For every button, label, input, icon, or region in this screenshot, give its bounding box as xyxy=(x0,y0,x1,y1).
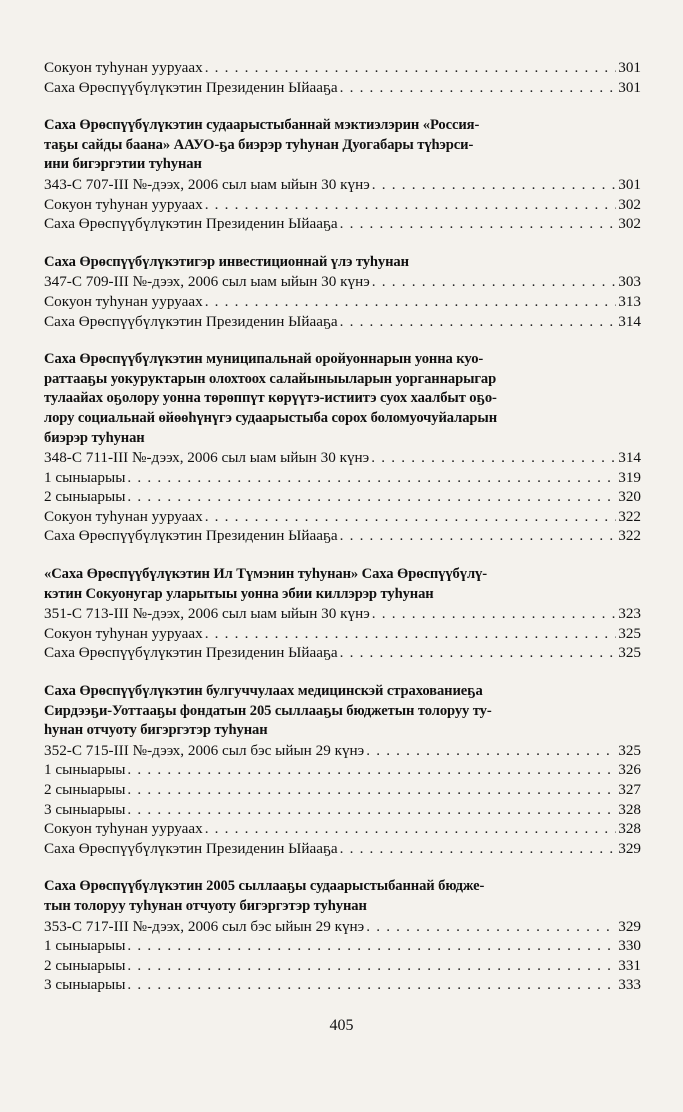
dot-leader xyxy=(127,487,616,507)
toc-section xyxy=(44,682,641,858)
toc-entry xyxy=(44,487,641,507)
dot-leader xyxy=(340,643,617,663)
entry-label: Сокуон туһунан ууруаах xyxy=(44,507,203,525)
entry-label: Саха Өрөспүүбүлүкэтин Президенин Ыйааҕа xyxy=(44,839,338,857)
dot-leader xyxy=(127,936,616,956)
toc-entry xyxy=(44,195,641,215)
entry-label: 3 сыныарыы xyxy=(44,800,126,818)
dot-leader xyxy=(127,800,616,820)
toc-entry xyxy=(44,624,641,644)
toc-entry xyxy=(44,78,641,98)
dot-leader xyxy=(205,58,617,78)
entry-page-number: 325 xyxy=(618,644,641,662)
section-title-line: Саха Өрөспүүбүлүкэтигэр инвестиционнай үлэ туһунан xyxy=(44,253,409,270)
entry-label: Саха Өрөспүүбүлүкэтин Президенин Ыйааҕа xyxy=(44,527,338,545)
toc-entry xyxy=(44,780,641,800)
entry-page-number: 322 xyxy=(618,527,641,545)
entry-page-number: 301 xyxy=(618,59,641,76)
section-title-line: лору социальнай өйөөһүнүгэ судаарыстыба сорох боломуочуйаларын xyxy=(44,409,498,426)
section-title-line: кэтин Сокуонугар уларытыы уонна эбии киллэрэр туһунан xyxy=(44,585,434,602)
dot-leader xyxy=(372,272,616,292)
toc-entry xyxy=(44,839,641,859)
entry-page-number: 329 xyxy=(618,917,641,935)
dot-leader xyxy=(366,917,616,937)
entry-label: 352-С 715-III №-дээх, 2006 сыл бэс ыйын 29 күнэ xyxy=(44,741,365,759)
entry-label: Сокуон туһунан ууруаах xyxy=(44,195,203,213)
dot-leader xyxy=(340,214,617,234)
entry-label: Саха Өрөспүүбүлүкэтин Президенин Ыйааҕа xyxy=(44,78,338,96)
dot-leader xyxy=(205,292,617,312)
section-title-line: Саха Өрөспүүбүлүкэтин 2005 сыллааҕы судаарыстыбаннай бюдже- xyxy=(44,878,485,895)
dot-leader xyxy=(371,448,616,468)
section-title-line: Саха Өрөспүүбүлүкэтин булгуччулаах медицинскэй страхованиеҕа xyxy=(44,683,483,700)
toc-section xyxy=(44,116,641,234)
dot-leader xyxy=(205,624,617,644)
dot-leader xyxy=(127,975,616,995)
section-title xyxy=(44,877,641,916)
toc-entry xyxy=(44,819,641,839)
dot-leader xyxy=(127,468,616,488)
entry-page-number: 301 xyxy=(618,78,641,96)
entry-page-number: 329 xyxy=(618,839,641,857)
entry-label: Саха Өрөспүүбүлүкэтин Президенин Ыйааҕа xyxy=(44,644,338,662)
toc-entry xyxy=(44,604,641,624)
toc-entry xyxy=(44,468,641,488)
toc-entry xyxy=(44,936,641,956)
entry-page-number: 331 xyxy=(618,956,641,974)
toc-entry xyxy=(44,448,641,468)
dot-leader xyxy=(205,819,617,839)
toc-entry xyxy=(44,956,641,976)
section-title-line: биэрэр туһунан xyxy=(44,429,145,446)
toc-section xyxy=(44,565,641,663)
entry-label: Сокуон туһунан ууруаах xyxy=(44,624,203,642)
page-number: 405 xyxy=(329,1017,354,1034)
section-title-line: Саха Өрөспүүбүлүкэтин судаарыстыбаннай мэктиэлэрин «Россия- xyxy=(44,117,480,134)
section-title-line: Сирдээҕи-Уоттааҕы фондатын 205 сыллааҕы бюджетын толоруу ту- xyxy=(44,702,492,719)
toc-entry xyxy=(44,214,641,234)
toc-entry xyxy=(44,175,641,195)
section-title-line: тулаайах оҕолору уонна төрөппүт көрүүтэ-истиитэ суох хаалбыт оҕо- xyxy=(44,390,497,407)
toc-entry xyxy=(44,507,641,527)
toc-entry xyxy=(44,800,641,820)
section-title xyxy=(44,350,641,448)
toc-section xyxy=(44,350,641,546)
entry-page-number: 302 xyxy=(618,195,641,213)
dot-leader xyxy=(366,741,616,761)
section-title-line: һунан отчуоту бигэргэтэр туһунан xyxy=(44,722,268,739)
entry-page-number: 320 xyxy=(618,488,641,506)
dot-leader xyxy=(372,604,616,624)
dot-leader xyxy=(127,760,616,780)
entry-page-number: 319 xyxy=(618,468,641,486)
toc-entry xyxy=(44,643,641,663)
toc-section xyxy=(44,253,641,331)
entry-label: 351-С 713-III №-дээх, 2006 сыл ыам ыйын 30 күнэ xyxy=(44,605,370,623)
toc-entry xyxy=(44,741,641,761)
entry-label: Саха Өрөспүүбүлүкэтин Президенин Ыйааҕа xyxy=(44,312,338,330)
entry-label: 1 сыныарыы xyxy=(44,468,126,486)
dot-leader xyxy=(127,956,616,976)
entry-label: 348-С 711-III №-дээх, 2006 сыл ыам ыйын 30 күнэ xyxy=(44,449,370,467)
entry-label: 2 сыныарыы xyxy=(44,956,126,974)
entry-label: 2 сыныарыы xyxy=(44,488,126,506)
entry-label: Саха Өрөспүүбүлүкэтин Президенин Ыйааҕа xyxy=(44,215,338,233)
entry-label: 343-С 707-III №-дээх, 2006 сыл ыам ыйын 30 күнэ xyxy=(44,175,370,193)
toc-entry xyxy=(44,526,641,546)
toc-entry xyxy=(44,58,641,78)
entry-page-number: 323 xyxy=(618,605,641,623)
entry-page-number: 333 xyxy=(618,976,641,994)
dot-leader xyxy=(340,839,617,859)
entry-page-number: 328 xyxy=(618,820,641,838)
section-title-line: «Саха Өрөспүүбүлүкэтин Ил Түмэнин туһунан» Саха Өрөспүүбүлү- xyxy=(44,566,487,583)
toc-entry xyxy=(44,760,641,780)
entry-label: Сокуон туһунан ууруаах xyxy=(44,292,203,310)
section-title-line: Саха Өрөспүүбүлүкэтин муниципальнай оройуоннарын уонна куо- xyxy=(44,351,484,368)
entry-page-number: 301 xyxy=(618,175,641,193)
entry-page-number: 302 xyxy=(618,215,641,233)
dot-leader xyxy=(372,175,616,195)
entry-label: 1 сыныарыы xyxy=(44,761,126,779)
entry-label: 347-С 709-III №-дээх, 2006 сыл ыам ыйын 30 күнэ xyxy=(44,273,370,291)
section-title-line: тын толоруу туһунан отчуоту бигэргэтэр туһунан xyxy=(44,897,367,914)
toc-entry xyxy=(44,272,641,292)
toc-entry xyxy=(44,917,641,937)
entry-label: 353-С 717-III №-дээх, 2006 сыл бэс ыйын 29 күнэ xyxy=(44,917,365,935)
dot-leader xyxy=(205,195,617,215)
entry-page-number: 330 xyxy=(618,937,641,955)
entry-page-number: 325 xyxy=(618,624,641,642)
entry-page-number: 325 xyxy=(618,741,641,759)
entry-page-number: 313 xyxy=(618,292,641,310)
entry-label: Сокуон туһунан ууруаах xyxy=(44,820,203,838)
section-title-line: ини бигэргэтии туһунан xyxy=(44,156,202,173)
section-title xyxy=(44,565,641,604)
entry-label: 1 сыныарыы xyxy=(44,937,126,955)
toc-entry xyxy=(44,312,641,332)
table-of-contents xyxy=(44,58,641,995)
dot-leader xyxy=(340,312,617,332)
entry-page-number: 314 xyxy=(618,312,641,330)
entry-label: 3 сыныарыы xyxy=(44,976,126,994)
toc-section xyxy=(44,58,641,97)
entry-page-number: 328 xyxy=(618,800,641,818)
entry-page-number: 327 xyxy=(618,781,641,798)
section-title-line: таҕы сайды баана» ААУО-ҕа биэрэр туһунан Дуогабары түһэрси- xyxy=(44,136,474,153)
section-title xyxy=(44,253,641,273)
entry-page-number: 314 xyxy=(618,449,641,467)
section-title xyxy=(44,116,641,175)
entry-page-number: 322 xyxy=(618,507,641,525)
dot-leader xyxy=(205,507,617,527)
dot-leader xyxy=(340,526,617,546)
toc-entry xyxy=(44,292,641,312)
section-title-line: раттааҕы уокуруктарын олохтоох салайыныыларын уорганнарыгар xyxy=(44,370,497,387)
entry-page-number: 326 xyxy=(618,761,641,779)
entry-label: Сокуон туһунан ууруаах xyxy=(44,59,203,76)
section-title xyxy=(44,682,641,741)
dot-leader xyxy=(340,78,617,98)
entry-label: 2 сыныарыы xyxy=(44,781,126,798)
dot-leader xyxy=(127,780,616,800)
toc-entry xyxy=(44,975,641,995)
toc-section xyxy=(44,877,641,995)
entry-page-number: 303 xyxy=(618,273,641,291)
